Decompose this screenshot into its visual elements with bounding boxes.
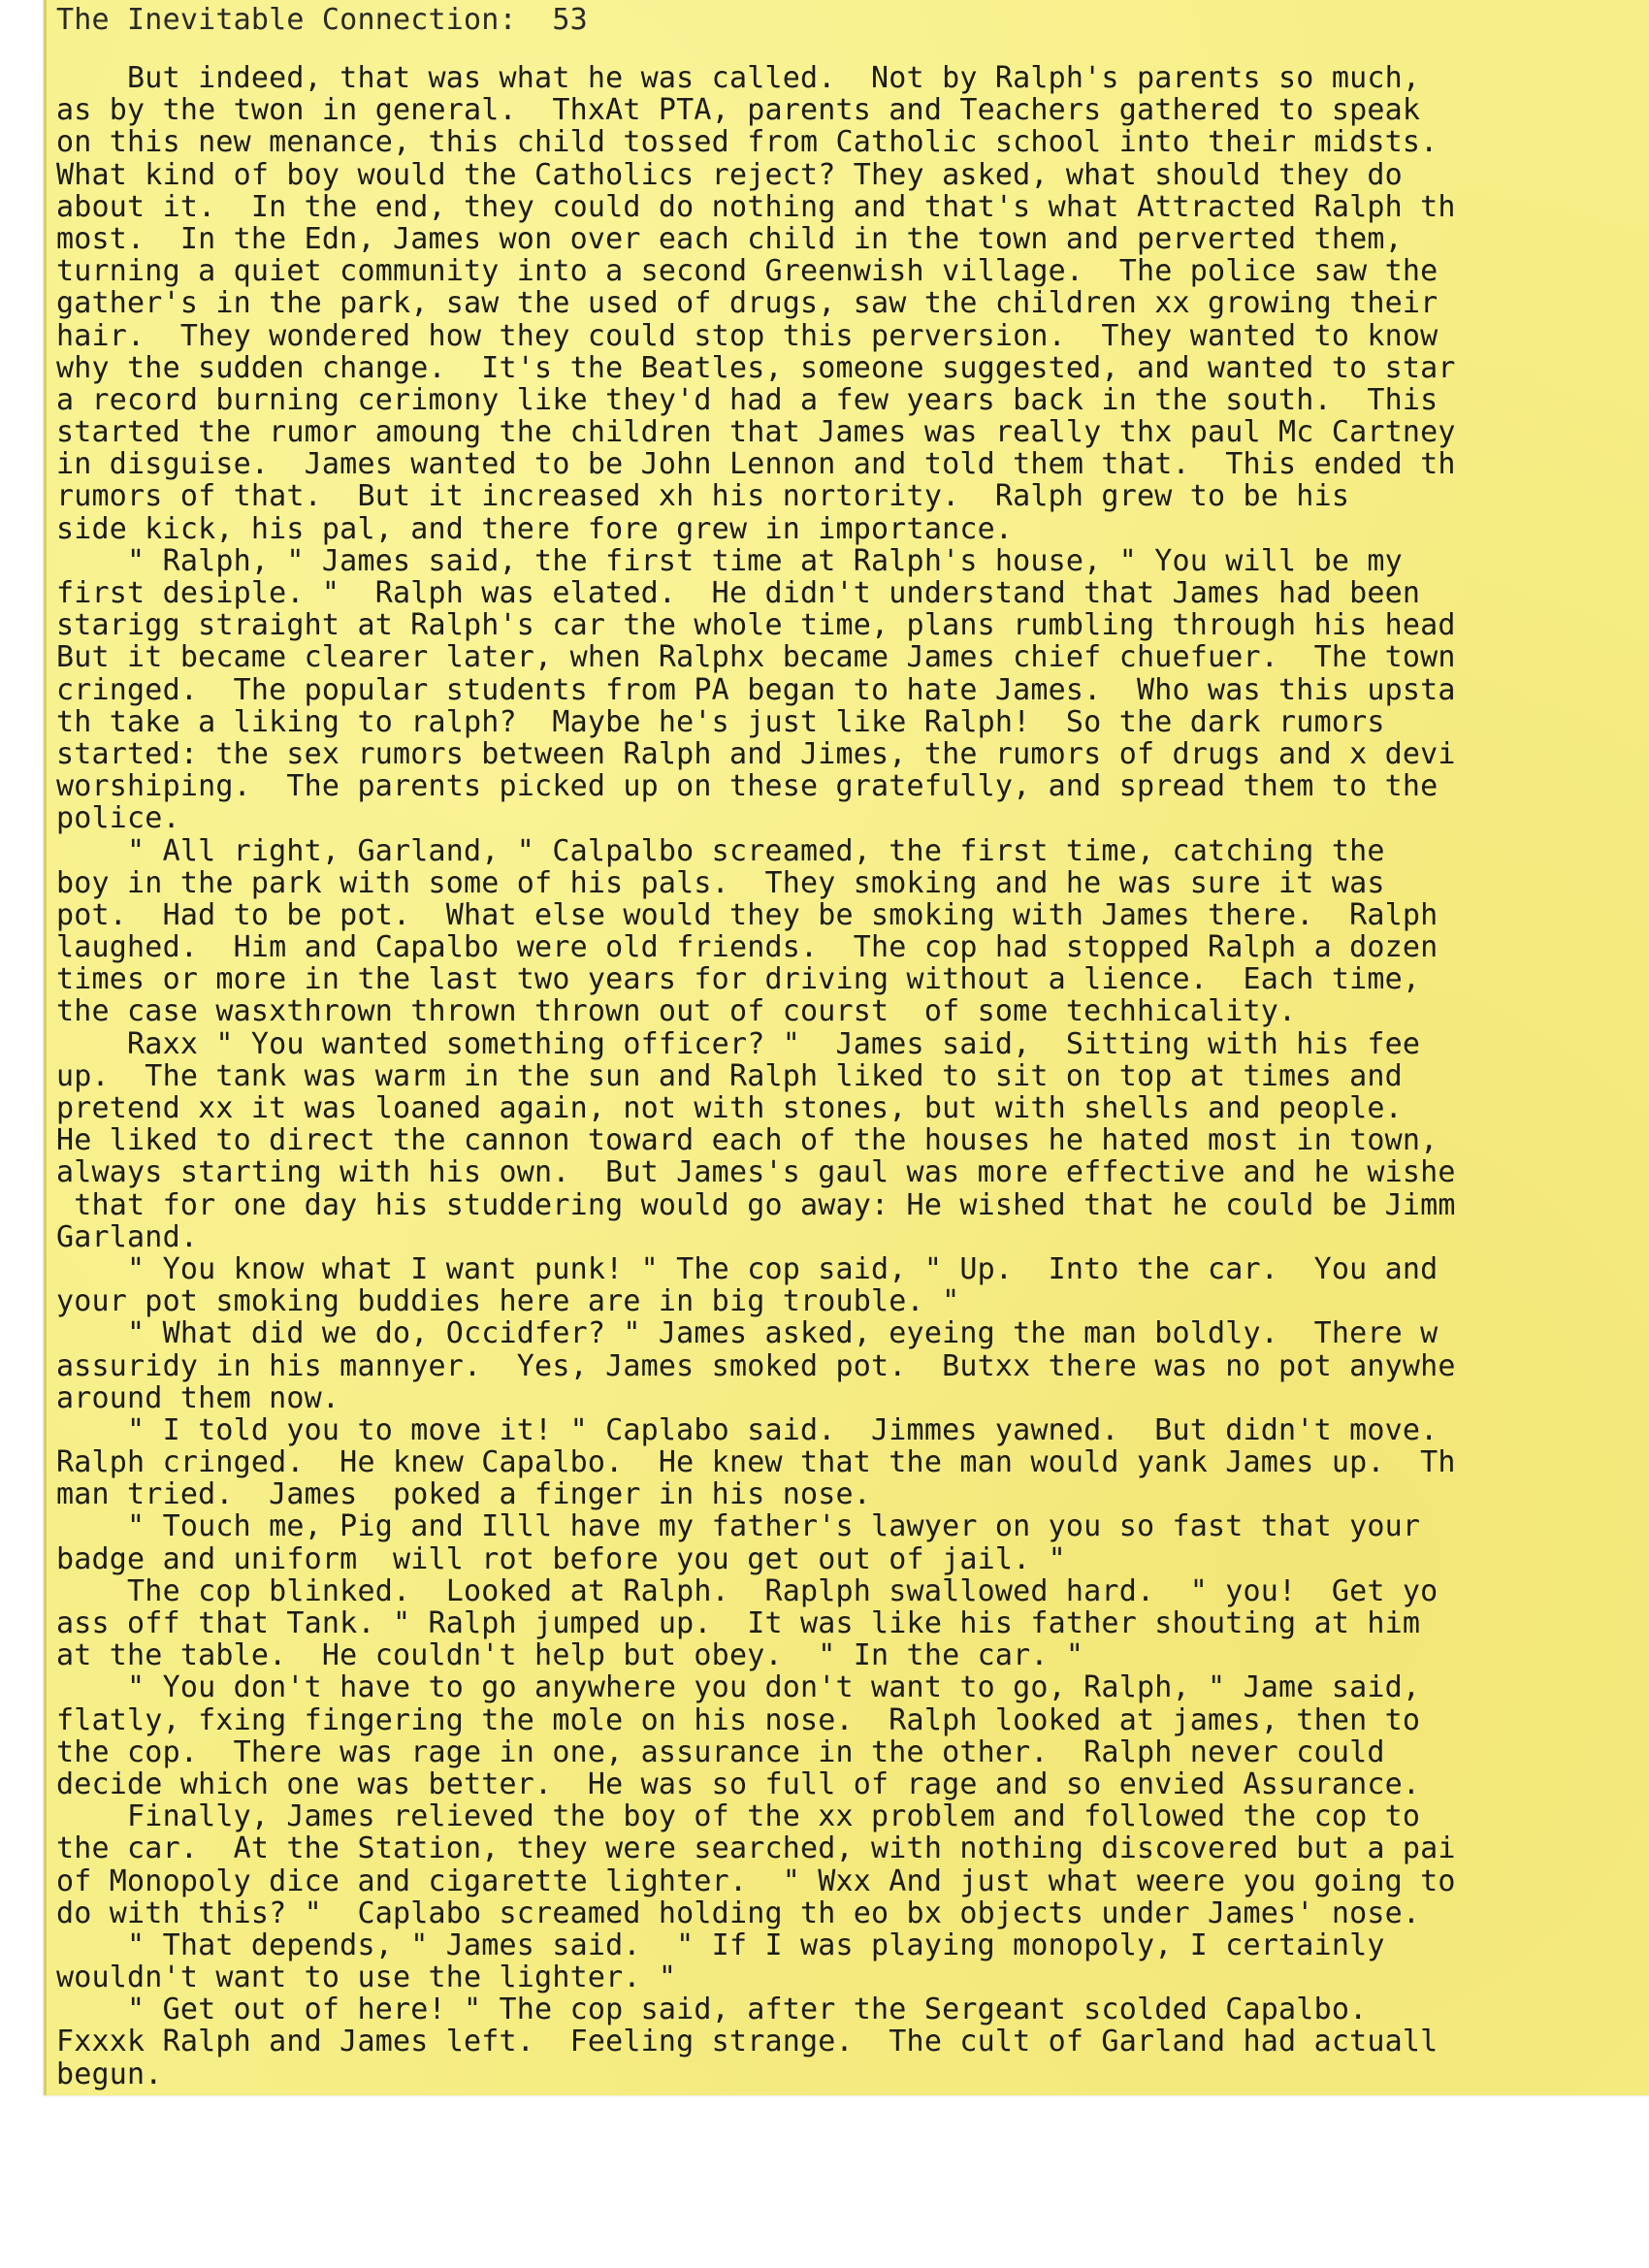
text-line: a record burning cerimony like they'd had a few years back in the south. This bbox=[56, 382, 1439, 417]
text-line: always starting with his own. But James's gaul was more effective and he wishe bbox=[56, 1155, 1456, 1190]
text-line: up. The tank was warm in the sun and Ralph liked to sit on top at times and bbox=[56, 1058, 1403, 1093]
text-line: gather's in the park, saw the used of drugs, saw the children xx growing their bbox=[56, 286, 1439, 321]
text-line: wouldn't want to use the lighter. " bbox=[56, 1960, 677, 1995]
text-line: " You don't have to go anywhere you don't want to go, Ralph, " Jame said, bbox=[56, 1670, 1421, 1705]
page-edge bbox=[44, 0, 47, 2095]
text-line: most. In the Edn, James won over each child in the town and perverted them, bbox=[56, 221, 1403, 256]
text-line: first desiple. " Ralph was elated. He didn't understand that James had been bbox=[56, 576, 1421, 610]
text-line: on this new menance, this child tossed from Catholic school into their midsts. bbox=[56, 125, 1439, 160]
text-line: why the sudden change. It's the Beatles, someone suggested, and wanted to star bbox=[56, 350, 1456, 385]
text-line: badge and uniform will rot before you get out of jail. " bbox=[56, 1541, 1066, 1576]
text-line: The cop blinked. Looked at Ralph. Raplph swallowed hard. " you! Get yo bbox=[56, 1573, 1439, 1608]
text-line: " What did we do, Occidfer? " James asked, eyeing the man boldly. There w bbox=[56, 1316, 1439, 1351]
text-line: the car. At the Station, they were searched, with nothing discovered but a pai bbox=[56, 1831, 1456, 1866]
text-line: turning a quiet community into a second Greenwish village. The police saw the bbox=[56, 254, 1439, 289]
text-line: What kind of boy would the Catholics reject? They asked, what should they do bbox=[56, 157, 1403, 192]
text-line: Fxxxk Ralph and James left. Feeling strange. The cult of Garland had actuall bbox=[56, 2025, 1439, 2059]
text-line: " All right, Garland, " Calpalbo screamed, the first time, catching the bbox=[56, 833, 1385, 868]
text-line: " That depends, " James said. " If I was playing monopoly, I certainly bbox=[56, 1928, 1385, 1962]
body-text bbox=[56, 62, 1647, 2090]
text-line: Garland. bbox=[56, 1219, 199, 1254]
text-line: at the table. He couldn't help but obey. " In the car. " bbox=[56, 1638, 1084, 1673]
text-line: But indeed, that was what he was called. Not by Ralph's parents so much, bbox=[56, 61, 1421, 95]
text-line: about it. In the end, they could do nothing and that's what Attracted Ralph th bbox=[56, 189, 1456, 224]
text-line: laughed. Him and Capalbo were old friends. The cop had stopped Ralph a dozen bbox=[56, 930, 1439, 965]
text-line: started the rumor amoung the children that James was really thx paul Mc Cartney bbox=[56, 415, 1456, 450]
text-line: the case wasxthrown thrown thrown out of courst of some techhicality. bbox=[56, 994, 1297, 1029]
text-line: But it became clearer later, when Ralphx became James chief chuefuer. The town bbox=[56, 640, 1456, 675]
text-line: Ralph cringed. He knew Capalbo. He knew that the man would yank James up. Th bbox=[56, 1445, 1456, 1480]
text-line: decide which one was better. He was so full of rage and so envied Assurance. bbox=[56, 1766, 1421, 1801]
text-line: pot. Had to be pot. What else would they be smoking with James there. Ralph bbox=[56, 897, 1439, 932]
text-line: " Get out of here! " The cop said, after the Sergeant scolded Capalbo. bbox=[56, 1993, 1368, 2027]
text-line: " Touch me, Pig and Illl have my father's lawyer on you so fast that your bbox=[56, 1509, 1421, 1544]
text-line: th take a liking to ralph? Maybe he's just like Ralph! So the dark rumors bbox=[56, 704, 1385, 739]
text-line: worshiping. The parents picked up on these gratefully, and spread them to the bbox=[56, 769, 1439, 804]
text-line: He liked to direct the cannon toward each of the houses he hated most in town, bbox=[56, 1123, 1439, 1158]
text-line: started: the sex rumors between Ralph and Jimes, the rumors of drugs and x devi bbox=[56, 736, 1456, 771]
page-header: The Inevitable Connection: 53 bbox=[56, 3, 588, 37]
text-line: flatly, fxing fingering the mole on his nose. Ralph looked at james, then to bbox=[56, 1702, 1421, 1737]
text-line: do with this? " Caplabo screamed holding th eo bx objects under James' nose. bbox=[56, 1895, 1421, 1930]
text-line: your pot smoking buddies here are in big trouble. " bbox=[56, 1284, 960, 1319]
text-line: pretend xx it was loaned again, not with stones, but with shells and people. bbox=[56, 1091, 1403, 1125]
text-line: " Ralph, " James said, the first time at Ralph's house, " You will be my bbox=[56, 543, 1403, 578]
text-line: that for one day his studdering would go away: He wished that he could be Jimm bbox=[56, 1187, 1456, 1222]
text-line: assuridy in his mannyer. Yes, James smoked pot. Butxx there was no pot anywhe bbox=[56, 1348, 1456, 1383]
text-line: in disguise. James wanted to be John Lennon and told them that. This ended th bbox=[56, 447, 1456, 482]
text-line: boy in the park with some of his pals. They smoking and he was sure it was bbox=[56, 865, 1385, 900]
text-line: cringed. The popular students from PA began to hate James. Who was this upsta bbox=[56, 672, 1456, 707]
text-line: begun. bbox=[56, 2057, 163, 2091]
text-line: times or more in the last two years for driving without a lience. Each time, bbox=[56, 962, 1421, 997]
text-line: police. bbox=[56, 801, 180, 836]
text-line: starigg straight at Ralph's car the whole time, plans rumbling through his head bbox=[56, 608, 1456, 643]
text-line: as by the twon in general. ThxAt PTA, parents and Teachers gathered to speak bbox=[56, 93, 1421, 128]
text-line: the cop. There was rage in one, assurance in the other. Ralph never could bbox=[56, 1734, 1385, 1769]
text-line: " You know what I want punk! " The cop said, " Up. Into the car. You and bbox=[56, 1251, 1439, 1286]
text-line: around them now. bbox=[56, 1380, 340, 1415]
text-line: hair. They wondered how they could stop this perversion. They wanted to know bbox=[56, 318, 1439, 353]
text-line: Raxx " You wanted something officer? " James said, Sitting with his fee bbox=[56, 1026, 1421, 1061]
page-text bbox=[56, 4, 1647, 2090]
text-line: " I told you to move it! " Caplabo said. Jimmes yawned. But didn't move. bbox=[56, 1412, 1439, 1447]
text-line: side kick, his pal, and there fore grew in importance. bbox=[56, 511, 1014, 546]
text-line: rumors of that. But it increased xh his nortority. Ralph grew to be his bbox=[56, 479, 1350, 514]
text-line: man tried. James poked a finger in his nose. bbox=[56, 1477, 872, 1512]
text-line: Finally, James relieved the boy of the xx problem and followed the cop to bbox=[56, 1799, 1421, 1834]
text-line: of Monopoly dice and cigarette lighter. " Wxx And just what weere you going to bbox=[56, 1863, 1456, 1898]
text-line: ass off that Tank. " Ralph jumped up. It was like his father shouting at him bbox=[56, 1606, 1421, 1640]
